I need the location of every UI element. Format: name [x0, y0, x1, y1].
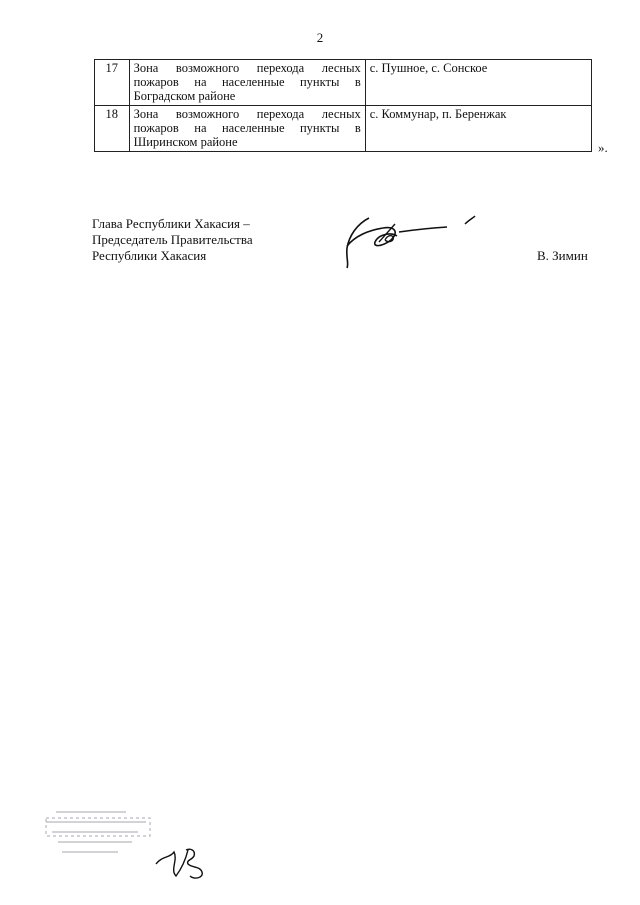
table-row: [95, 106, 592, 152]
handwritten-initials-icon: [152, 838, 214, 884]
title-line: Республики Хакасия: [92, 248, 207, 263]
zones-table: [94, 59, 592, 152]
signatory-name: В. Зимин: [537, 248, 588, 263]
signatory-title: [92, 216, 253, 264]
row-number: 18: [95, 106, 130, 152]
closing-quote: ».: [598, 140, 608, 155]
row-number: 17: [95, 60, 130, 106]
title-line: Председатель Правительства: [92, 232, 253, 247]
zone-description: Зона возможного перехода лесных пожаров на населенные пункты в Ширинском районе: [129, 106, 365, 152]
settlements: с. Коммунар, п. Беренжак: [365, 106, 591, 152]
title-line: Глава Республики Хакасия –: [92, 216, 250, 231]
faded-stamp-icon: [42, 806, 162, 866]
table-row: [95, 60, 592, 106]
handwritten-signature-icon: [335, 212, 485, 272]
page-number: 2: [316, 30, 324, 45]
zone-description: Зона возможного перехода лесных пожаров на населенные пункты в Боградском районе: [129, 60, 365, 106]
settlements: с. Пушное, с. Сонское: [365, 60, 591, 106]
